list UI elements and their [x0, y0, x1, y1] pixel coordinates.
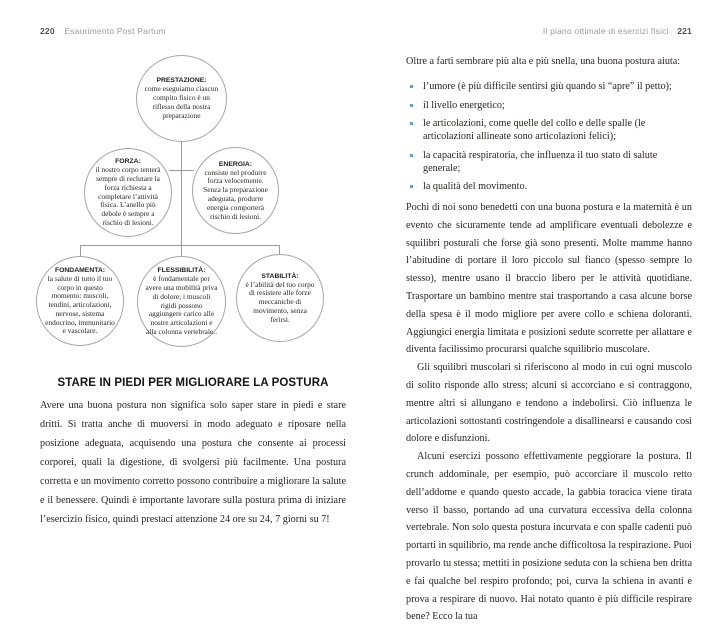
diagram-node-flessibilita: [137, 256, 226, 347]
diagram-node-prestazione: [136, 55, 227, 142]
node-body: il nostro corpo tenterà sempre di reclutare la forza richiesta a completare l’attività fisica. L’anello più debole è sempre a rischio di lesioni.: [95, 165, 161, 227]
bullet-square-icon: [410, 104, 413, 107]
page-number-right: 221: [677, 26, 692, 36]
node-body: la salute di tutto il tuo corpo in questo momento: muscoli, tendini, articolazioni, nervose, sistema endocrino, immunitario e vascolare.: [45, 273, 115, 336]
list-item: [410, 180, 692, 193]
list-item-text: le articolazioni, come quelle del collo e delle spalle (le articolazioni allineate sono articolazioni felici);: [423, 118, 646, 142]
chapter-title-right: Il piano ottimale di esercizi fisici: [542, 26, 669, 36]
node-title: PRESTAZIONE:: [156, 77, 207, 85]
page-number-left: 220: [40, 26, 55, 36]
node-title: STABILITÀ:: [261, 272, 299, 280]
right-body-paragraph: Alcuni esercizi possono effettivamente peggiorare la postura. Il crunch addominale, per esempio, può accorciare il muscolo retto dell’addome e quando questo accade, la gabbia toracica viene tirata verso il basso, portando ad una curvatura eccessiva della colonna vertebrale. Non solo questa postura incurvata e con spalle cadenti può portarti in squilibrio, ma rende anche difficoltosa la respirazione. Puoi provarlo tu stessa; mettiti in posizione seduta con la schiena ben dritta e fai qualche bel respiro profondo; poi, curva la schiena in avanti e prova a respirare di nuovo. Hai notato quanto è più difficile respirare bene? Ecco la tua: [406, 451, 692, 623]
benefits-bullet-list: [406, 80, 692, 193]
section-heading: STARE IN PIEDI PER MIGLIORARE LA POSTURA: [57, 377, 329, 389]
running-header-right: [543, 26, 692, 36]
right-body-paragraph: Pochi di noi sono benedetti con una buona postura e la maternità è un evento che sicuramente tende ad amplificare eventuali debolezze e squilibri posturali che forse già sono presenti. Molte mamme hanno l’abitudine di portare il loro piccolo sul fianco (spesso sempre lo stesso), mentre usano il braccio libero per le attività quotidiane. Trasportare un bambino mentre stai trasportando a casa alcune borse della spesa è il modo migliore per avere collo e schiena doloranti. Aggiungici energia limitata e posizioni sedute scorrette per allattare e diventa facilissimo procurarsi qualche squilibrio muscolare.: [406, 202, 692, 356]
list-item-text: il livello energetico;: [423, 99, 505, 111]
diagram-node-energia: [192, 147, 279, 234]
list-item-text: la capacità respiratoria, che influenza il tuo stato di salute generale;: [423, 149, 658, 174]
node-title: FLESSIBILITÀ:: [157, 267, 206, 275]
diagram-node-forza: [84, 148, 172, 237]
node-body: è fondamentale per avere una mobilità priva di dolore; i muscoli rigidi possono aggiungere carico alle nostre articolazioni e alla colonna vertebrale..: [145, 274, 218, 336]
diagram-node-fondamenta: [36, 256, 124, 346]
diagram-node-stabilita: [236, 254, 324, 342]
list-item: [410, 117, 692, 143]
node-body: consiste nel produrre forza velocemente. Senza la preparazione adeguata, produrre energia comporterà rischio di lesioni.: [203, 167, 268, 221]
list-item-text: la qualità del movimento.: [423, 181, 528, 192]
intro-paragraph: Oltre a farti sembrare più alta e più snella, una buona postura aiuta:: [406, 56, 681, 67]
right-page-column: [406, 53, 692, 626]
node-body: è l’abilità del tuo corpo di resistere alle forze meccaniche di movimento, senza ferirsi.: [245, 279, 315, 324]
bullet-square-icon: [410, 85, 413, 88]
connector-forza-energia: [169, 170, 194, 171]
bullet-square-icon: [410, 122, 413, 125]
bullet-square-icon: [410, 185, 413, 188]
node-title: FORZA:: [115, 158, 141, 166]
bullet-square-icon: [410, 154, 413, 157]
left-body-paragraph: Avere una buona postura non significa solo saper stare in piedi e stare dritti. Si tratta anche di muoversi in modo adeguato e riposare nella posizione adeguata, acquisendo una postura che consente ai processi corporei, quali la digestione, di svolgersi più facilmente. Una postura corretta e un movimento corretto possono contribuire a migliorare la salute e il benessere. Quindi è importante lavorare sulla postura prima di iniziare l’esercizio fisico, quindi prestaci attenzione 24 ore su 24, 7 giorni su 7!: [40, 400, 346, 525]
list-item: [410, 149, 692, 175]
connector-vertical-main: [181, 141, 182, 246]
list-item: [410, 80, 692, 93]
list-item-text: l’umore (è più difficile sentirsi giù quando si “apre” il petto);: [423, 81, 672, 92]
node-title: FONDAMENTA:: [54, 266, 106, 274]
running-header-left: [40, 26, 166, 36]
connector-distributor: [80, 245, 280, 246]
list-item: [410, 99, 692, 112]
node-body: come eseguiamo ciascun compito fisico è un riflesso della nostra preparazione: [144, 84, 219, 120]
chapter-title-left: Esaurimento Post Partum: [64, 26, 166, 36]
node-title: ENERGIA:: [218, 160, 253, 168]
right-body-paragraph: Gli squilibri muscolari si riferiscono al modo in cui ogni muscolo di solito risponde allo stress; alcuni si accorciano e si contraggono, mentre altri si allungano e tendono a indebolirsi. Ciò influenza le articolazioni sottostanti costringendole a disallinearsi e causando così dolore e disfunzioni.: [406, 362, 692, 445]
